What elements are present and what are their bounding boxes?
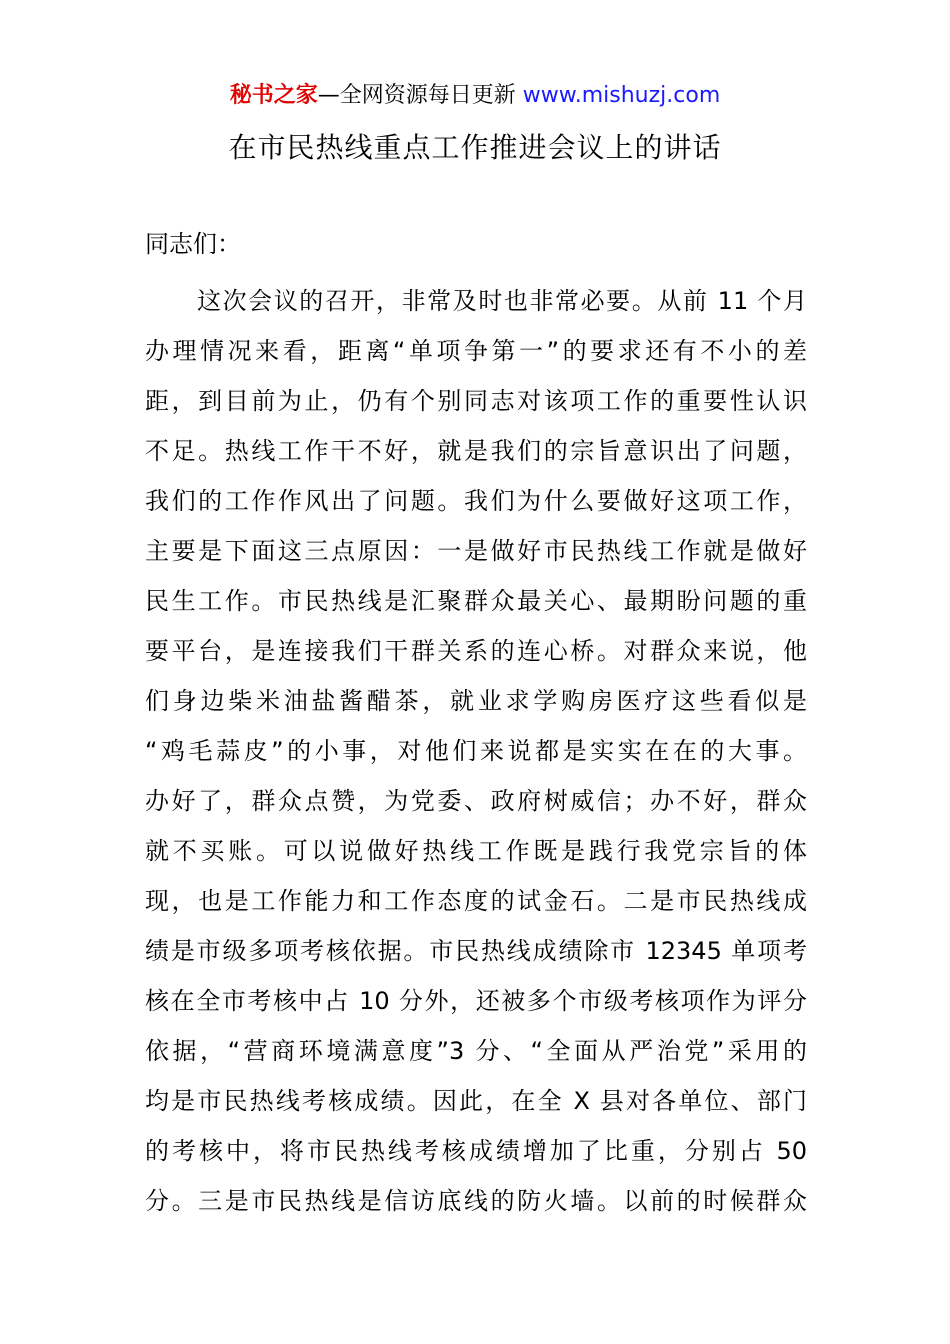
body-line: 现，也是工作能力和工作态度的试金石。二是市民热线成 <box>145 887 807 915</box>
body-line: 这次会议的召开，非常及时也非常必要。从前 11 个月 <box>197 287 807 315</box>
site-header <box>0 80 950 112</box>
body-line: 就不买账。可以说做好热线工作既是践行我党宗旨的体 <box>145 837 807 865</box>
body-line: 均是市民热线考核成绩。因此，在全 X 县对各单位、部门 <box>145 1087 807 1115</box>
body-line: 办好了，群众点赞，为党委、政府树威信；办不好，群众 <box>145 787 807 815</box>
body-line: 办理情况来看，距离“单项争第一”的要求还有不小的差 <box>145 337 807 365</box>
body-line: 距，到目前为止，仍有个别同志对该项工作的重要性认识 <box>145 387 807 415</box>
document-title: 在市民热线重点工作推进会议上的讲话 <box>228 131 722 164</box>
body-line: 我们的工作作风出了问题。我们为什么要做好这项工作， <box>145 487 807 515</box>
body-line: 不足。热线工作干不好，就是我们的宗旨意识出了问题， <box>145 437 807 465</box>
body-line: 要平台，是连接我们干群关系的连心桥。对群众来说，他 <box>145 637 807 665</box>
body-line: 主要是下面这三点原因：一是做好市民热线工作就是做好 <box>145 537 807 565</box>
body-line: 分。三是市民热线是信访底线的防火墙。以前的时候群众 <box>145 1187 807 1215</box>
body-line: 们身边柴米油盐酱醋茶，就业求学购房医疗这些看似是 <box>145 687 807 715</box>
site-tagline: —全网资源每日更新 <box>317 83 516 108</box>
body-line: 依据，“营商环境满意度”3 分、“全面从严治党”采用的 <box>145 1037 807 1065</box>
body-line: 核在全市考核中占 10 分外，还被多个市级考核项作为评分 <box>145 987 807 1015</box>
body-line: “鸡毛蒜皮”的小事，对他们来说都是实实在在的大事。 <box>145 737 807 765</box>
site-url-link[interactable]: www.mishuzj.com <box>522 83 721 108</box>
body-text <box>145 276 807 1226</box>
body-line: 绩是市级多项考核依据。市民热线成绩除市 12345 单项考 <box>145 937 807 965</box>
salutation: 同志们： <box>145 230 241 258</box>
site-name: 秘书之家 <box>229 83 318 108</box>
body-line: 民生工作。市民热线是汇聚群众最关心、最期盼问题的重 <box>145 587 807 615</box>
body-line: 的考核中，将市民热线考核成绩增加了比重，分别占 50 <box>145 1137 807 1165</box>
